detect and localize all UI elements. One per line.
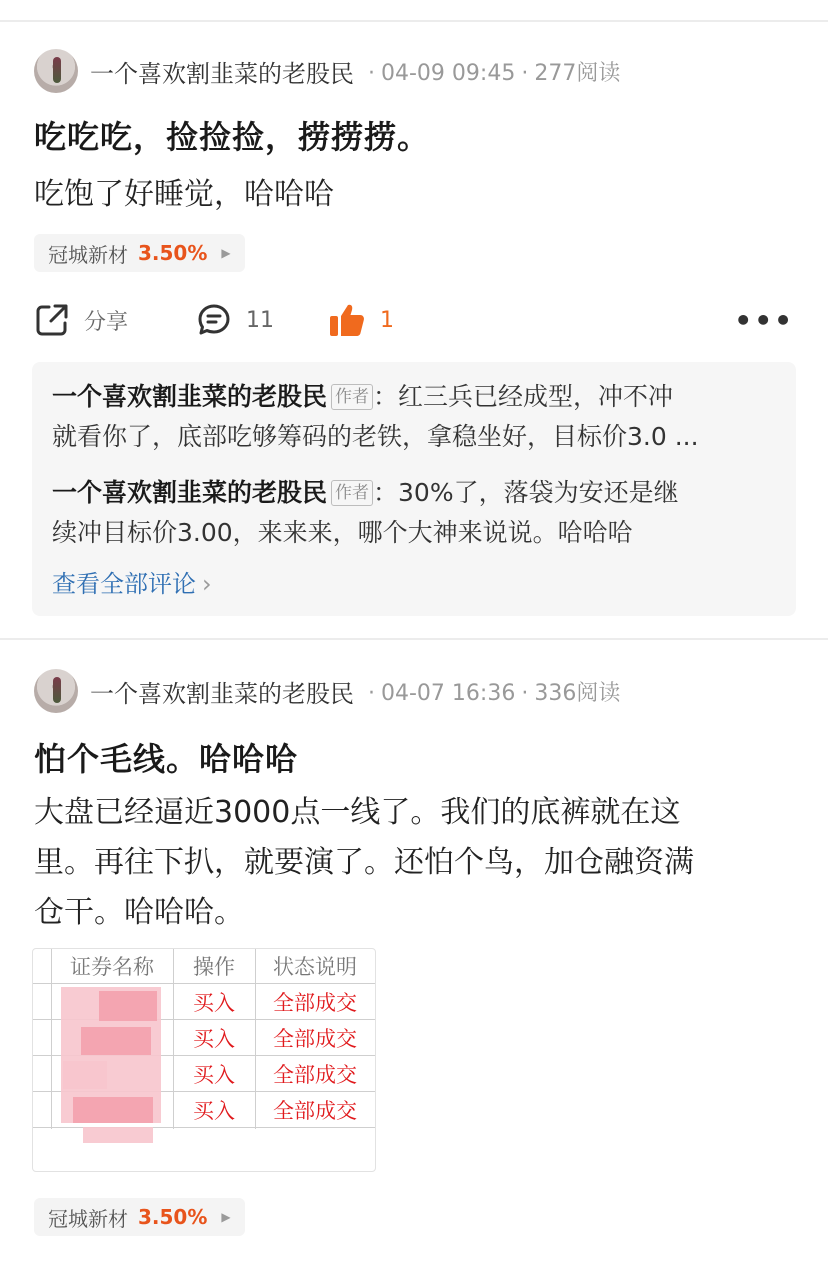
post-body[interactable]: 吃饱了好睡觉，哈哈哈 <box>34 177 334 212</box>
comment-item[interactable] <box>52 474 772 512</box>
comment-text: ：30%了，落袋为安还是继 <box>373 478 679 507</box>
table-cell-status: 全部成交 <box>273 991 357 1015</box>
comment-icon <box>196 302 232 338</box>
comment-preview-box[interactable] <box>32 362 796 616</box>
post-meta: · 04-09 09:45 · 277阅读 <box>368 60 621 86</box>
post-meta: · 04-07 16:36 · 336阅读 <box>368 680 621 706</box>
table-header: 状态说明 <box>273 955 357 979</box>
post-image-trade-table[interactable] <box>32 948 376 1172</box>
table-cell-action: 买入 <box>193 1063 235 1087</box>
read-count: 277阅读 <box>534 60 621 86</box>
comment-text-continued: 就看你了，底部吃够筹码的老铁，拿稳坐好，目标价3.0 ... <box>52 422 699 451</box>
comment-text: ：红三兵已经成型，冲不冲 <box>373 382 674 411</box>
author-badge: 作者 <box>331 480 373 506</box>
post-title[interactable]: 吃吃吃，捡捡捡，捞捞捞。 <box>34 118 431 156</box>
table-header: 证券名称 <box>70 955 154 979</box>
post-body-line: 大盘已经逼近3000点一线了。我们的底裤就在这 <box>34 795 681 830</box>
author-name[interactable]: 一个喜欢割韭菜的老股民 <box>90 59 354 88</box>
like-button[interactable] <box>328 298 394 342</box>
author-badge: 作者 <box>331 384 373 410</box>
table-cell-action: 买入 <box>193 1099 235 1123</box>
post-body-line: 里。再往下扒，就要演了。还怕个鸟，加仓融资满 <box>34 845 694 880</box>
table-cell-status: 全部成交 <box>273 1027 357 1051</box>
view-all-comments-link[interactable] <box>52 564 212 599</box>
avatar[interactable] <box>34 669 78 713</box>
comment-count: 11 <box>246 307 274 333</box>
author-row[interactable] <box>34 668 620 714</box>
top-divider <box>0 20 828 22</box>
more-button[interactable]: ••• <box>734 303 794 337</box>
post-body-line: 仓干。哈哈哈。 <box>34 895 244 930</box>
stock-tag[interactable] <box>34 1198 245 1236</box>
stock-change: 3.50% <box>138 241 208 265</box>
share-label: 分享 <box>84 309 129 335</box>
stock-change: 3.50% <box>138 1205 208 1229</box>
comment-item[interactable] <box>52 378 772 416</box>
table-cell-action: 买入 <box>193 1027 235 1051</box>
post-title[interactable]: 怕个毛线。哈哈哈 <box>34 740 299 778</box>
view-all-label: 查看全部评论 <box>52 570 196 598</box>
action-bar <box>34 298 794 342</box>
post-date: 04-09 09:45 <box>381 60 516 86</box>
stock-name: 冠城新材 <box>48 1206 128 1231</box>
table-cell-status: 全部成交 <box>273 1063 357 1087</box>
table-header: 操作 <box>193 955 235 979</box>
table-cell-status: 全部成交 <box>273 1099 357 1123</box>
comment-author[interactable]: 一个喜欢割韭菜的老股民 <box>52 382 328 411</box>
thumbs-up-icon <box>328 302 366 338</box>
stock-name: 冠城新材 <box>48 242 128 267</box>
author-row[interactable] <box>34 48 620 94</box>
table-cell-action: 买入 <box>193 991 235 1015</box>
like-count: 1 <box>380 307 394 333</box>
read-count: 336阅读 <box>534 680 621 706</box>
play-arrow-icon: ▶ <box>221 1210 231 1224</box>
comment-button[interactable] <box>196 298 274 342</box>
post-body[interactable] <box>34 788 794 938</box>
author-name[interactable]: 一个喜欢割韭菜的老股民 <box>90 679 354 708</box>
share-button[interactable] <box>34 298 128 342</box>
post-divider <box>0 638 828 640</box>
stock-tag[interactable] <box>34 234 245 272</box>
comment-text-continued: 续冲目标价3.00，来来来，哪个大神来说说。哈哈哈 <box>52 518 633 547</box>
play-arrow-icon: ▶ <box>221 246 231 260</box>
comment-author[interactable]: 一个喜欢割韭菜的老股民 <box>52 478 328 507</box>
chevron-right-icon: › <box>202 570 212 598</box>
share-icon <box>34 302 70 338</box>
post-date: 04-07 16:36 <box>381 680 516 706</box>
avatar[interactable] <box>34 49 78 93</box>
